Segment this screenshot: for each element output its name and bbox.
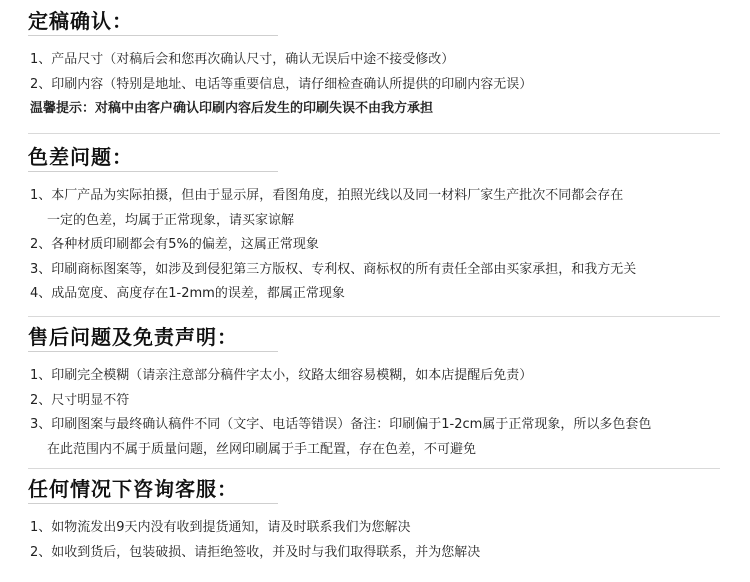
section-divider [28, 468, 720, 469]
list-item: 3、印刷商标图案等，如涉及到侵犯第三方版权、专利权、商标权的所有责任全部由买家承担，和我方无关 [30, 261, 637, 277]
warm-tip: 温馨提示：对稿中由客户确认印刷内容后发生的印刷失误不由我方承担 [30, 101, 434, 116]
section-heading [0, 142, 750, 172]
heading-underline [28, 35, 278, 36]
list-item: 一定的色差，均属于正常现象，请买家谅解 [47, 212, 295, 228]
section-heading [0, 474, 750, 504]
list-item: 2、印刷内容（特别是地址、电话等重要信息，请仔细检查确认所提供的印刷内容无误） [30, 76, 533, 92]
section-after-sales [0, 322, 750, 462]
list-item: 1、印刷完全模糊（请亲注意部分稿件字太小，纹路太细容易模糊，如本店提醒后免责） [30, 368, 533, 383]
section-items [0, 48, 750, 122]
section-title: 任何情况下咨询客服： [28, 477, 238, 501]
heading-underline [28, 503, 278, 504]
section-confirmation [0, 6, 750, 122]
heading-underline [28, 351, 278, 352]
section-title: 色差问题： [28, 145, 133, 169]
section-heading [0, 322, 750, 352]
section-heading [0, 6, 750, 36]
section-divider [28, 316, 720, 317]
list-item: 在此范围内不属于质量问题，丝网印刷属于手工配置，存在色差，不可避免 [47, 441, 477, 457]
section-title: 售后问题及免责声明： [28, 325, 238, 349]
list-item: 4、成品宽度、高度存在1-2mm的误差，都属正常现象 [30, 286, 345, 301]
section-items [0, 516, 750, 565]
heading-underline [28, 171, 278, 172]
section-divider [28, 133, 720, 134]
list-item: 1、产品尺寸（对稿后会和您再次确认尺寸，确认无误后中途不接受修改） [30, 52, 455, 67]
list-item: 2、各种材质印刷都会有5%的偏差，这属正常现象 [30, 237, 319, 252]
section-items [0, 364, 750, 462]
section-title: 定稿确认： [28, 9, 133, 33]
section-color-difference [0, 142, 750, 307]
list-item: 2、如收到货后，包装破损、请拒绝签收，并及时与我们取得联系，并为您解决 [30, 544, 481, 560]
list-item: 3、印刷图案与最终确认稿件不同（文字、电话等错误）备注：印刷偏于1-2cm属于正常现象，所以多色套色 [30, 417, 652, 432]
list-item: 1、本厂产品为实际拍摄，但由于显示屏，看图角度，拍照光线以及同一材料厂家生产批次不同都会存在 [30, 188, 624, 203]
section-items [0, 184, 750, 307]
list-item: 1、如物流发出9天内没有收到提货通知，请及时联系我们为您解决 [30, 520, 411, 535]
list-item: 2、尺寸明显不符 [30, 392, 130, 408]
section-customer-service [0, 474, 750, 565]
